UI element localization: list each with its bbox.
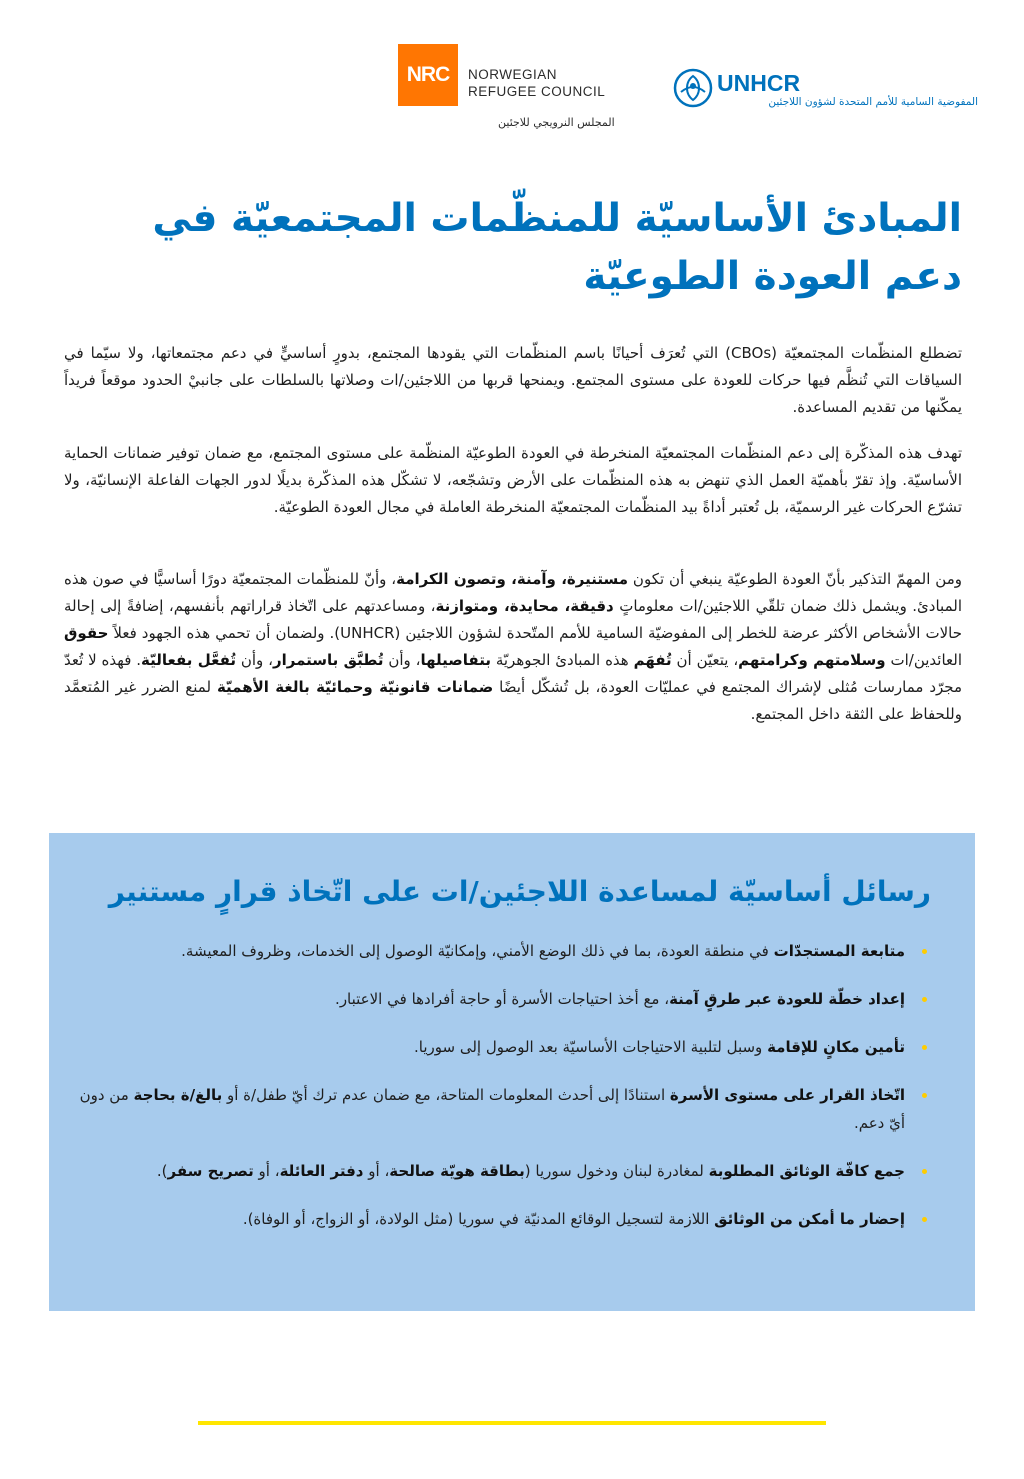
text-span: ، وأن <box>383 651 421 669</box>
nrc-name <box>468 66 605 100</box>
principles-paragraph <box>64 566 962 728</box>
bold-span: وسلامتهم وكرامتهم <box>738 651 886 669</box>
purpose-paragraph: تهدف هذه المذكّرة إلى دعم المنظّمات المجتمعيّة المنخرطة في العودة الطوعيّة المنظّمة على مستوى المجتمع، مع ضمان توفير ضمانات الحماية الأساسيّة. وإذ تقرّ بأهميّة العمل الذي تنهض به هذه المنظّمات على الأرض وتشجّعه، لا تشكّل هذه المذكّرة بديلًا لدور الجهات الفاعلة الإنسانيّة، ولا تشرّع الحركات غير الرسميّة، بل تُعتبر أداةً بيد المنظّمات المجتمعيّة المنخرطة العاملة في مجال العودة الطوعيّة. <box>64 444 962 516</box>
nrc-name-line1: NORWEGIAN <box>468 67 558 82</box>
intro-paragraph: تضطلع المنظّمات المجتمعيّة (CBOs) التي تُعرَف أحيانًا باسم المنظّمات التي يقودها المجتمع، بدورٍ أساسيٍّ في دعم مجتمعاتها، ولا سيّما في السياقات التي تُنظَّم فيها حركات للعودة على مستوى المجتمع. ويمنحها قربها من اللاجئين/ات وصلاتها بالسلطات على جانبيْ الحدود موقعاً فريداً يمكّنها من تقديم المساعدة. <box>64 344 962 416</box>
item-bold: تأمين مكانٍ للإقامة <box>767 1038 905 1056</box>
unhcr-emblem-icon <box>673 68 713 108</box>
list-item <box>75 985 905 1013</box>
bullet-icon <box>922 1093 927 1098</box>
key-messages-panel <box>49 833 975 1311</box>
header <box>398 44 978 134</box>
item-bold: دفتر العائلة <box>279 1162 364 1180</box>
item-bold: بطاقة هويّة صالحة <box>389 1162 525 1180</box>
text-span: ، وأنّ للمنظّمات المجتمعيّة دورًا أساسيًّا في صون هذه المبادئ. ويشمل ذلك ضمان تلقّي اللاجئين/ات معلوماتٍ <box>64 570 962 615</box>
text-span: ، ومساعدتهم على اتّخاذ قراراتهم بأنفسهم، إضافةً إلى إحالة حالات الأشخاص الأكثر عرضة للخطر إلى المفوضيّة السامية للأمم المتّحدة لشؤون اللاجئين (UNHCR). ولضمان أن تحمي هذه الجهود فعلاً <box>64 597 962 642</box>
item-text: في منطقة العودة، بما في ذلك الوضع الأمني، وإمكانيّة الوصول إلى الخدمات، وظروف المعيشة. <box>181 942 774 960</box>
list-item <box>75 1205 905 1233</box>
nrc-logo: NRC <box>398 44 458 106</box>
item-bold: إحضار ما أمكن من الوثائق <box>714 1210 905 1228</box>
unhcr-name: UNHCR <box>717 70 801 96</box>
bullet-icon <box>922 997 927 1002</box>
footer-divider <box>198 1421 826 1425</box>
bold-span: مستنيرة، وآمنة، وتصون الكرامة <box>396 570 629 588</box>
text-span: ومن المهمّ التذكير بأنّ العودة الطوعيّة ينبغي أن تكون <box>628 570 962 588</box>
item-text: ، أو <box>363 1162 390 1180</box>
item-bold: جمع كافّة الوثائق المطلوبة <box>708 1162 905 1180</box>
item-text: من دون أيّ دعم. <box>79 1086 905 1132</box>
item-bold: تصريح سفر <box>167 1162 254 1180</box>
bold-span: ضمانات قانونيّة وحمائيّة بالغة الأهميّة <box>216 678 494 696</box>
key-messages-list <box>75 937 905 1233</box>
bold-span: بتفاصيلها <box>420 651 491 669</box>
bullet-icon <box>922 949 927 954</box>
list-item <box>75 1157 905 1185</box>
bullet-icon <box>922 1169 927 1174</box>
bullet-icon <box>922 1217 927 1222</box>
text-span: لمنع الضرر غير المُتعمَّد وللحفاظ على الثقة داخل المجتمع. <box>64 678 962 723</box>
item-text: ، أو <box>253 1162 280 1180</box>
panel-title: رسائل أساسيّة لمساعدة اللاجئين/ات على اتّخاذ قرارٍ مستنير <box>108 875 931 908</box>
item-text: استنادًا إلى أحدث المعلومات المتاحة، مع ضمان عدم ترك أيّ طفل/ة أو <box>222 1086 670 1104</box>
nrc-arabic-name: المجلس النرويجي للاجئين <box>498 116 615 129</box>
bold-span: حقوق <box>64 624 109 642</box>
item-bold: متابعة المستجدّات <box>773 942 905 960</box>
text-span: ، يتعيّن أن <box>671 651 739 669</box>
item-bold: إعداد خطّة للعودة عبر طرقٍ آمنة <box>669 990 905 1008</box>
item-text: ). <box>156 1162 168 1180</box>
text-span: هذه المبادئ الجوهريّة <box>490 651 634 669</box>
list-item <box>75 937 905 965</box>
bold-span: تُفعَّل بفعاليّة <box>141 651 236 669</box>
unhcr-logo <box>673 68 978 112</box>
nrc-name-line2: REFUGEE COUNCIL <box>468 84 606 99</box>
item-text: وسبل لتلبية الاحتياجات الأساسيّة بعد الوصول إلى سوريا. <box>414 1038 768 1056</box>
item-text: ، مع أخذ احتياجات الأسرة أو حاجة أفرادها في الاعتبار. <box>335 990 670 1008</box>
unhcr-arabic-name: المفوضية السامية للأمم المتحدة لشؤون اللاجئين <box>768 96 978 108</box>
item-bold: بالغ/ة بحاجة <box>133 1086 223 1104</box>
bold-span: تُفهَم <box>633 651 672 669</box>
list-item <box>75 1081 905 1137</box>
text-span: العائدين/ات <box>885 651 963 669</box>
bold-span: تُطبَّق باستمرار <box>273 651 384 669</box>
item-text: لمغادرة لبنان ودخول سوريا ( <box>524 1162 709 1180</box>
item-bold: اتّخاذ القرار على مستوى الأسرة <box>669 1086 905 1104</box>
list-item <box>75 1033 905 1061</box>
text-span: . فهذه لا تُعدّ مجرّد ممارسات مُثلى لإشراك المجتمع في عمليّات العودة، بل تُشكّل أيضًا <box>64 651 962 696</box>
page-title: المبادئ الأساسيّة للمنظّمات المجتمعيّة في دعم العودة الطوعيّة <box>152 196 962 299</box>
item-text: اللازمة لتسجيل الوقائع المدنيّة في سوريا (مثل الولادة، أو الزواج، أو الوفاة). <box>242 1210 715 1228</box>
bullet-icon <box>922 1045 927 1050</box>
bold-span: دقيقة، محايدة، ومتوازنة <box>435 597 614 615</box>
text-span: ، وأن <box>236 651 273 669</box>
